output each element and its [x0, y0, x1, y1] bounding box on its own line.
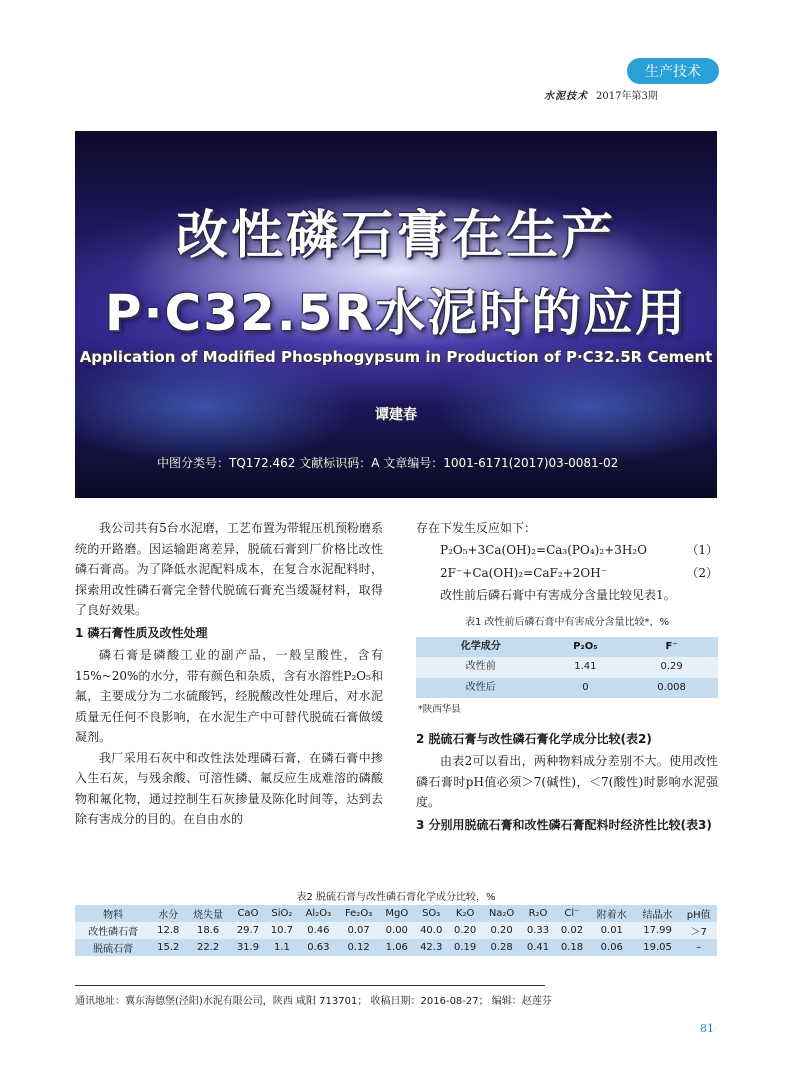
article-title-english: Application of Modified Phosphogypsum in Production of P·C32.5R Cement	[79, 348, 713, 366]
table-header: 烧失量	[185, 905, 231, 922]
reaction-intro: 存在下发生反应如下：	[416, 521, 537, 535]
equation-formula: 2F⁻+Ca(OH)₂=CaF₂+2OH⁻	[440, 565, 608, 580]
equation-1	[416, 539, 718, 562]
table-cell: 0.07	[338, 922, 380, 939]
table-cell: 0.02	[555, 922, 589, 939]
table-cell: 40.0	[414, 922, 448, 939]
table-cell: 0.12	[338, 939, 380, 956]
table2	[75, 905, 717, 956]
table1-reference: 改性前后磷石膏中有害成分含量比较见表1。	[440, 587, 676, 602]
table-header: MgO	[379, 905, 414, 922]
table-cell: 1.1	[265, 939, 299, 956]
table-header: 水分	[151, 905, 185, 922]
table-cell: 15.2	[151, 939, 185, 956]
table-cell: 1.41	[546, 657, 626, 678]
right-column-sections	[416, 729, 718, 836]
table-cell: 0.19	[448, 939, 482, 956]
table-header: 附着水	[589, 905, 635, 922]
table-cell: 0.29	[625, 657, 718, 678]
table-cell: 12.8	[151, 922, 185, 939]
table-cell: –	[680, 939, 717, 956]
table-cell: 31.9	[231, 939, 265, 956]
table1-caption: 表1 改性前后磷石膏中有害成分含量比较*，%	[464, 617, 670, 628]
body-paragraph: 我公司共有5台水泥磨，工艺布置为带辊压机预粉磨系统的开路磨。因运输距离差异，脱硫石膏到厂价格比改性磷石膏高。为了降低水泥配料成本，在复合水泥配料时，探索用改性磷石膏完全替代脱硫石膏充当缓凝材料，取得了良好效果。	[75, 521, 383, 617]
body-paragraph: 我厂采用石灰中和改性法处理磷石膏，在磷石膏中掺入生石灰，与残余酸、可溶性磷、氟反应生成难溶的磷酸物和氟化物，通过控制生石灰掺量及陈化时间等，达到去除有害成分的目的。在自由水的	[75, 750, 383, 826]
equation-number: （1）	[686, 542, 718, 557]
table-cell: 29.7	[231, 922, 265, 939]
section-heading: 2 脱硫石膏与改性磷石膏化学成分比较(表2)	[416, 731, 652, 746]
table2-caption: 表2 脱硫石膏与改性磷石膏化学成分比较，%	[296, 892, 496, 903]
table-header: 化学成分	[416, 637, 546, 658]
table-header: pH值	[680, 905, 717, 922]
right-column	[416, 518, 718, 837]
table-cell: 改性前	[416, 657, 546, 678]
table-cell: 18.6	[185, 922, 231, 939]
table-header: SiO₂	[265, 905, 299, 922]
table-header: CaO	[231, 905, 265, 922]
table-header: Na₂O	[482, 905, 521, 922]
table1	[416, 637, 718, 699]
equation-number: （2）	[686, 565, 718, 580]
table-cell: 0.63	[299, 939, 338, 956]
table-cell: ＞7	[680, 922, 717, 939]
table-cell: 10.7	[265, 922, 299, 939]
author-name: 谭建春	[375, 407, 417, 423]
table-row	[416, 678, 718, 699]
table-header: P₂O₅	[546, 637, 626, 658]
table-cell: 0.008	[625, 678, 718, 699]
table-row	[75, 939, 717, 956]
section-badge: 生产技术	[627, 58, 719, 84]
table-header: 物料	[75, 905, 151, 922]
table-cell: 0.00	[379, 922, 414, 939]
table-header: R₂O	[521, 905, 555, 922]
table-cell: 0.01	[589, 922, 635, 939]
table-header: Al₂O₃	[299, 905, 338, 922]
table-cell: 0.06	[589, 939, 635, 956]
table-header: Fe₂O₃	[338, 905, 380, 922]
table-cell: 0.28	[482, 939, 521, 956]
table1-note: *陕西华县	[418, 704, 461, 715]
page-number: 81	[700, 1022, 714, 1035]
table-header: 结晶水	[635, 905, 681, 922]
table-cell: 0.41	[521, 939, 555, 956]
table-cell: 改性后	[416, 678, 546, 699]
body-paragraph: 磷石膏是磷酸工业的副产品，一般呈酸性，含有15%~20%的水分，带有颜色和杂质，含有水溶性P₂O₅和氟，主要成分为二水硫酸钙，经脱酸改性处理后，对水泥质量无任何不良影响，在水泥生产中可替代脱硫石膏做缓凝剂。	[75, 648, 383, 744]
journal-header	[544, 86, 704, 102]
journal-name: 水泥技术	[544, 90, 588, 102]
title-banner	[75, 131, 717, 498]
table-row	[75, 922, 717, 939]
table-cell: 19.05	[635, 939, 681, 956]
table-header: F⁻	[625, 637, 718, 658]
footer-divider	[75, 985, 545, 986]
table-cell: 1.06	[379, 939, 414, 956]
article-title-line2: P·C32.5R水泥时的应用	[104, 284, 688, 342]
table-cell: 42.3	[414, 939, 448, 956]
footer-info: 通讯地址：冀东海德堡(泾阳)水泥有限公司，陕西 咸阳 713701； 收稿日期：2016-08-27； 编辑：赵莲芬	[75, 996, 552, 1007]
table-header: SO₃	[414, 905, 448, 922]
table-cell: 0	[546, 678, 626, 699]
table-cell: 0.33	[521, 922, 555, 939]
table-cell: 22.2	[185, 939, 231, 956]
left-column	[75, 518, 383, 830]
table-cell: 脱硫石膏	[75, 939, 151, 956]
issue-label: 2017年第3期	[596, 90, 658, 102]
article-title-line1: 改性磷石膏在生产	[175, 206, 616, 266]
table-row	[416, 657, 718, 678]
table-cell: 0.20	[448, 922, 482, 939]
body-paragraph: 由表2可以看出，两种物料成分差别不大。使用改性磷石膏时pH值必须＞7(碱性)，＜7(酸性)时影响水泥强度。	[416, 754, 718, 809]
table-cell: 0.46	[299, 922, 338, 939]
table-cell: 0.18	[555, 939, 589, 956]
classification-line: 中图分类号：TQ172.462 文献标识码：A 文章编号：1001-6171(2017)03-0081-02	[157, 456, 619, 470]
equation-2	[416, 562, 718, 585]
table-header: K₂O	[448, 905, 482, 922]
table-header: Cl⁻	[555, 905, 589, 922]
table-cell: 改性磷石膏	[75, 922, 151, 939]
table-cell: 17.99	[635, 922, 681, 939]
section-heading: 3 分别用脱硫石膏和改性磷石膏配料时经济性比较(表3)	[416, 817, 712, 832]
equation-formula: P₂O₅+3Ca(OH)₂=Ca₃(PO₄)₂+3H₂O	[440, 542, 647, 557]
section-heading: 1 磷石膏性质及改性处理	[75, 625, 208, 640]
table-cell: 0.20	[482, 922, 521, 939]
